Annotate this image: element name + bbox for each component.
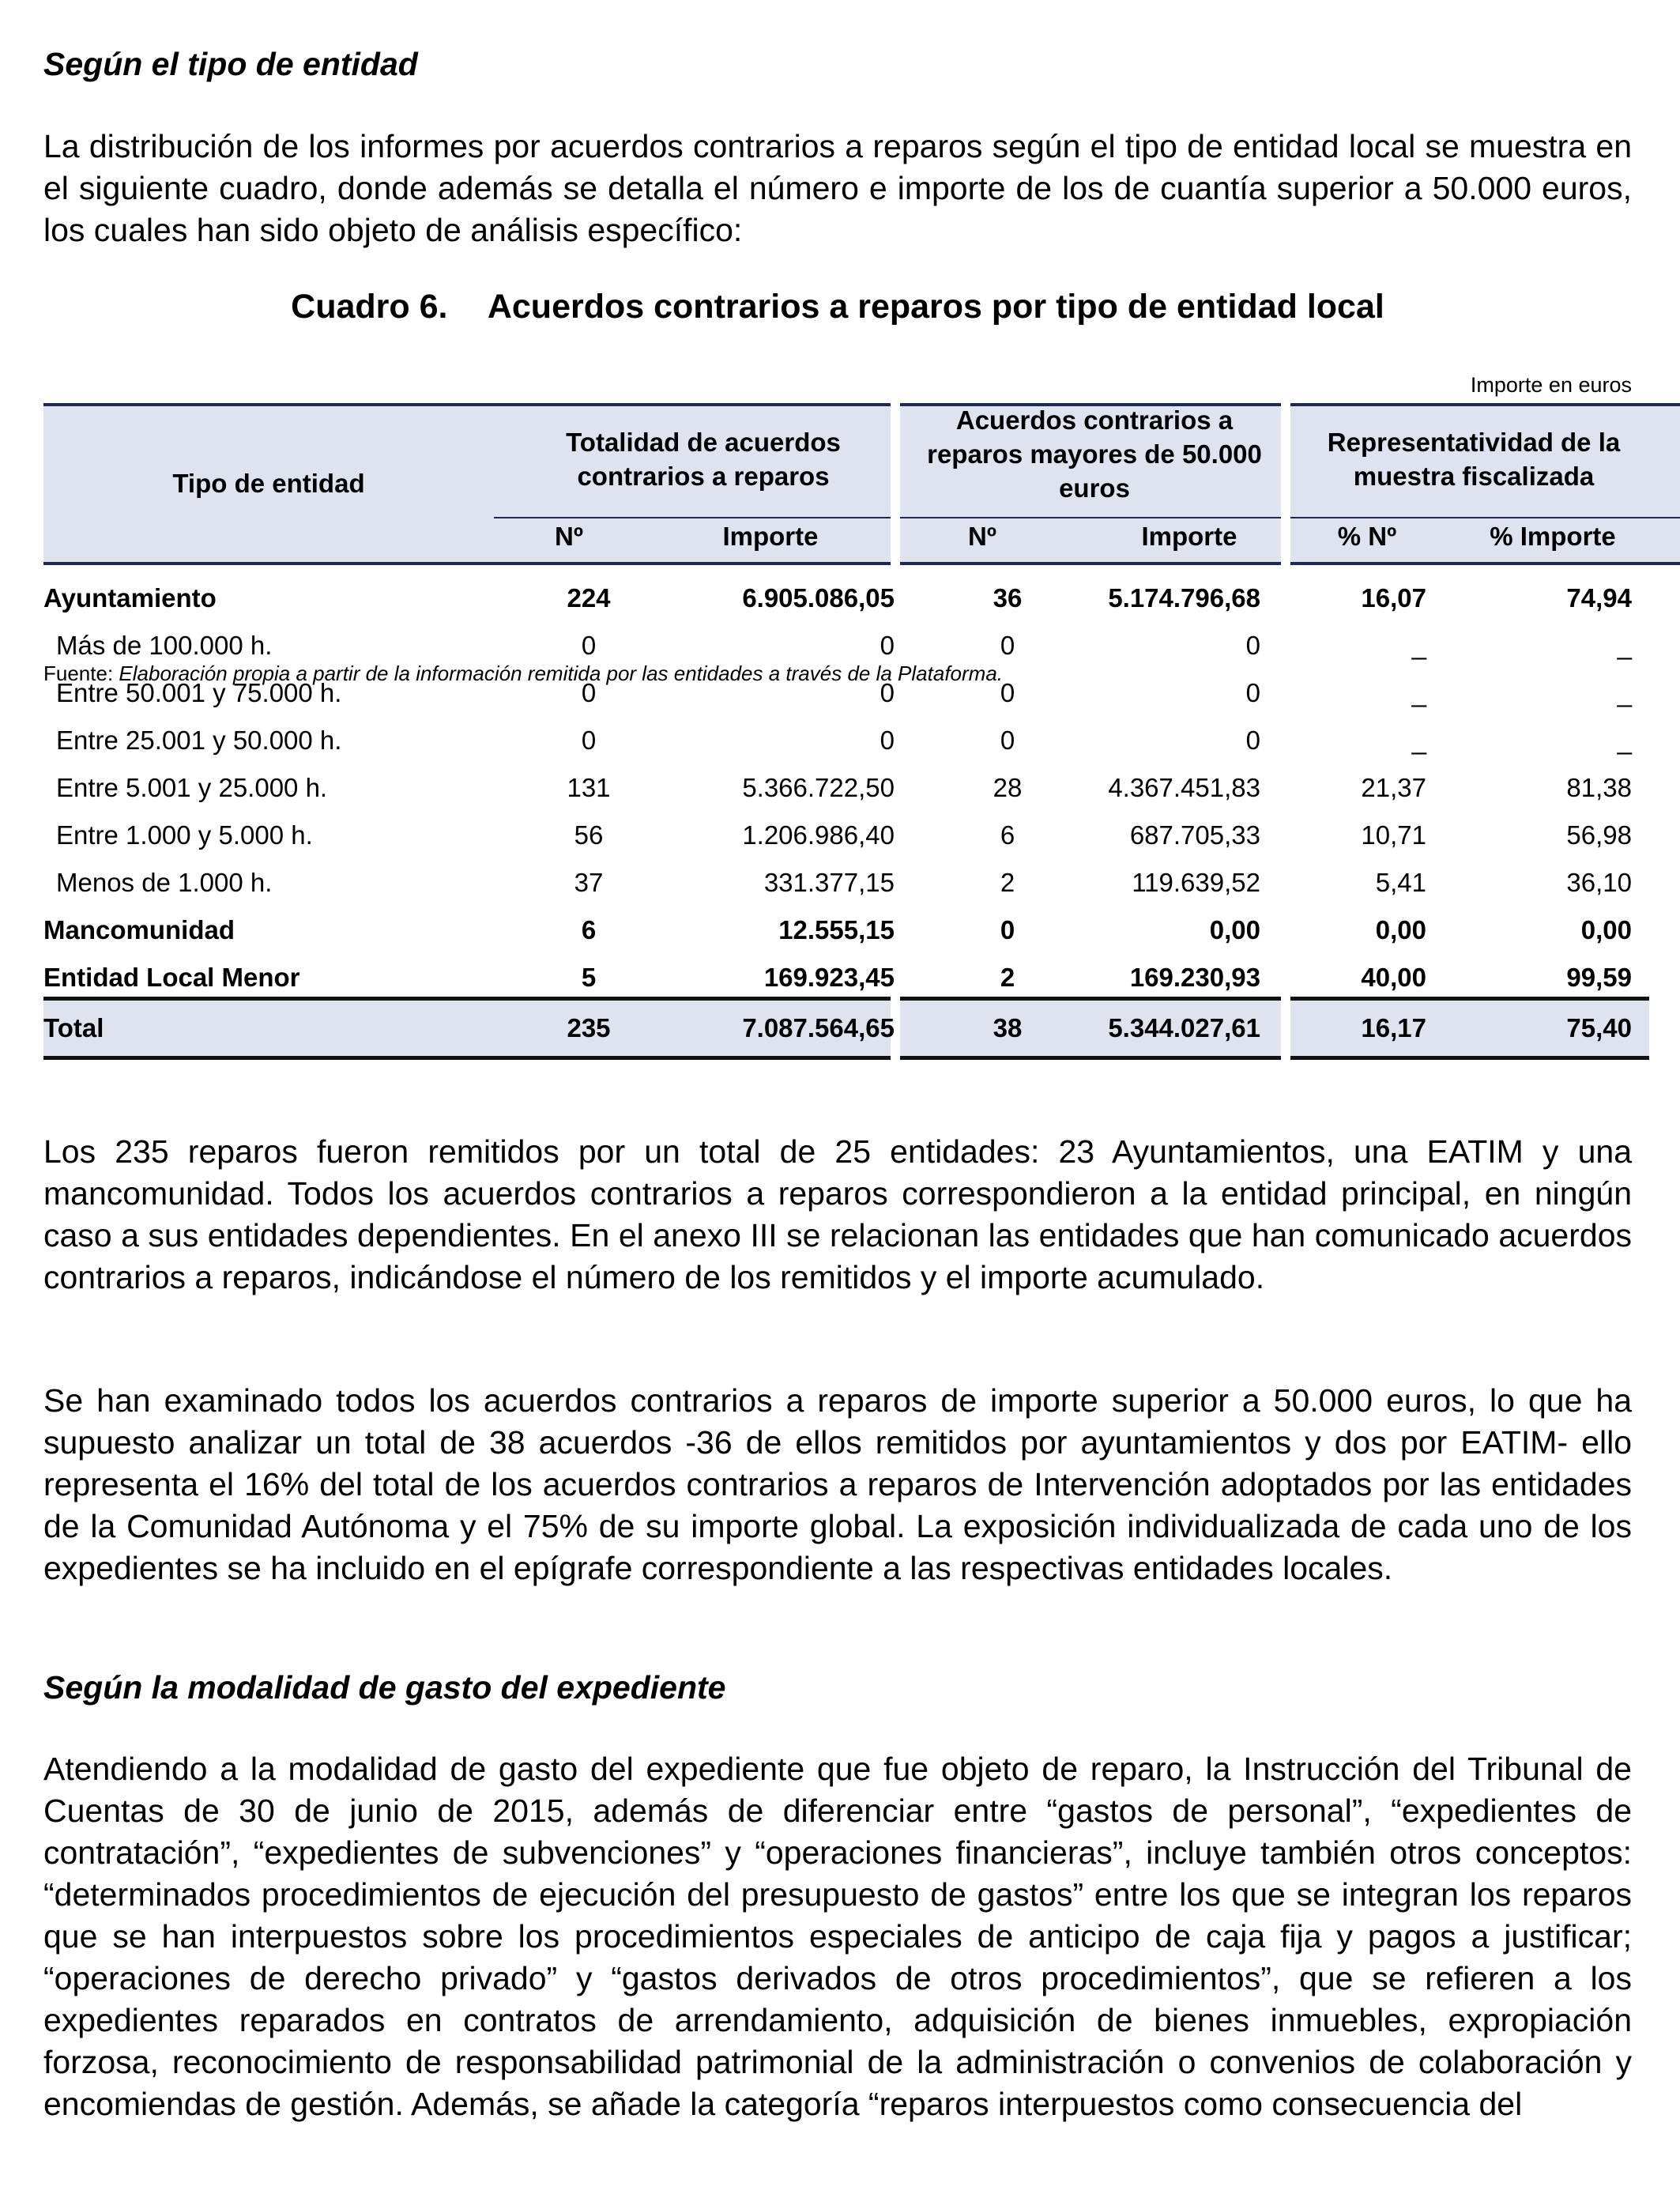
row-n1: 224 (567, 583, 611, 613)
header-pct-num: % Nº (1337, 522, 1397, 551)
header-gap (891, 403, 900, 565)
row-pct-amount: _ (1617, 631, 1632, 660)
row-n2: 36 (993, 583, 1023, 613)
total-pn: 16,17 (1361, 1013, 1426, 1042)
row-amt1: 0 (880, 631, 895, 660)
intro-paragraph: La distribución de los informes por acuerdos contrarios a reparos según el tipo de entidad local se muestra en el siguiente cuadro, donde además se detalla el número e importe de los de cuantía superior a 50.000 euros, los cuales han sido objeto de análisis específico: (43, 128, 1632, 248)
table-caption (43, 288, 1632, 326)
row-n1: 37 (574, 868, 604, 897)
table-row (43, 575, 1649, 622)
table-caption-number: Cuadro 6. (291, 288, 448, 326)
header-group-total: Totalidad de acuerdos contrarios a reparos (566, 428, 841, 491)
row-pct-amount: 74,94 (1566, 583, 1632, 613)
row-n1: 0 (581, 631, 597, 660)
row-amt2: 0 (1245, 631, 1260, 660)
row-n1: 6 (581, 915, 597, 944)
row-label: Entre 50.001 y 75.000 h. (56, 678, 342, 707)
header-group-over-50000: Acuerdos contrarios a reparos mayores de 50.000 euros (927, 405, 1262, 503)
table-row (43, 907, 1649, 954)
paragraph-examined: Se han examinado todos los acuerdos contrarios a reparos de importe superior a 50.000 euros, lo que ha supuesto analizar un total de 38 acuerdos -36 de ellos remitidos por ayuntamientos y dos por EATIM- ello representa el 16% del total de los acuerdos contrarios a reparos de Intervención adoptados por las entidades de la Comunidad Autónoma y el 75% de su importe global. La exposición individualizada de cada uno de los expedientes se ha incluido en el epígrafe correspondiente a las respectivas entidades locales. (43, 1382, 1632, 1586)
row-pct-num: 16,07 (1361, 583, 1426, 613)
header-num-1: Nº (555, 522, 583, 551)
row-n1: 56 (574, 820, 604, 850)
header-pct-amount: % Importe (1490, 522, 1616, 551)
row-amt1: 169.923,45 (763, 963, 895, 992)
row-label: Más de 100.000 h. (56, 631, 273, 660)
row-n2: 2 (1000, 868, 1015, 897)
table-row (43, 859, 1649, 907)
paragraph-entities: Los 235 reparos fueron remitidos por un total de 25 entidades: 23 Ayuntamientos, una EATIM y una mancomunidad. Todos los acuerdos contrarios a reparos correspondieron a la entidad principal, en ningún caso a sus entidades dependientes. En el anexo III se relacionan las entidades que han comunicado acuerdos contrarios a reparos, indicándose el número de los remitidos y el importe acumulado. (43, 1133, 1632, 1295)
total-amt2: 5.344.027,61 (1108, 1013, 1260, 1042)
header-divider (494, 517, 895, 518)
row-label: Menos de 1.000 h. (56, 868, 273, 897)
row-label: Entre 1.000 y 5.000 h. (56, 820, 313, 850)
row-amt2: 687.705,33 (1129, 820, 1260, 850)
row-pct-num: 0,00 (1375, 915, 1426, 944)
row-n1: 5 (581, 963, 597, 992)
section-heading-expense-type: Según la modalidad de gasto del expediente (43, 1669, 726, 1706)
row-n2: 2 (1000, 963, 1015, 992)
header-amount-2: Importe (1141, 522, 1237, 551)
source-text: Elaboración propia a partir de la información remitida por las entidades a través de la Plataforma. (119, 662, 1004, 685)
row-amt2: 0 (1245, 678, 1260, 707)
row-pct-num: _ (1411, 726, 1426, 755)
table-row (43, 812, 1649, 859)
row-amt1: 331.377,15 (763, 868, 895, 897)
row-n1: 131 (567, 773, 611, 802)
row-n1: 0 (581, 678, 597, 707)
header-group-sample: Representatividad de la muestra fiscalizada (1327, 428, 1621, 491)
row-n2: 0 (1000, 678, 1015, 707)
table-source (43, 662, 1003, 686)
section-heading-entity-type: Según el tipo de entidad (43, 46, 418, 82)
row-amt1: 0 (880, 726, 895, 755)
row-n1: 0 (581, 726, 597, 755)
row-label: Entre 25.001 y 50.000 h. (56, 726, 342, 755)
row-amt1: 0 (880, 678, 895, 707)
row-pct-num: 5,41 (1375, 868, 1426, 897)
table-row-total (43, 1005, 1649, 1052)
row-pct-num: 21,37 (1361, 773, 1426, 802)
paragraph-expense-type: Atendiendo a la modalidad de gasto del expediente que fue objeto de reparo, la Instrucción del Tribunal de Cuentas de 30 de junio de 2015, además de diferenciar entre “gastos de personal”, “expedientes de contratación”, “expedientes de subvenciones” y “operaciones financieras”, incluye también otros conceptos: “determinados procedimientos de ejecución del presupuesto de gastos” entre los que se integran los reparos que se han interpuestos sobre los procedimientos especiales de anticipo de caja fija y pagos a justificar; “operaciones de derecho privado” y “gastos derivados de otros procedimientos”, que se refieren a los expedientes reparados en contratos de arrendamiento, adquisición de bienes inmuebles, expropiación forzosa, reconocimiento de responsabilidad patrimonial de la administración o convenios de colaboración y encomiendas de gestión. Además, se añade la categoría “reparos interpuestos como consecuencia del (43, 1751, 1632, 2122)
total-amt1: 7.087.564,65 (742, 1013, 895, 1042)
table-row (43, 717, 1649, 764)
row-label: Ayuntamiento (43, 583, 217, 613)
units-note: Importe en euros (1470, 373, 1632, 397)
row-pct-amount: 0,00 (1580, 915, 1632, 944)
row-label: Mancomunidad (43, 915, 235, 944)
row-amt1: 6.905.086,05 (742, 583, 895, 613)
total-n2: 38 (993, 1013, 1023, 1042)
row-amt2: 4.367.451,83 (1108, 773, 1260, 802)
row-n2: 6 (1000, 820, 1015, 850)
row-amt2: 0 (1245, 726, 1260, 755)
row-amt1: 12.555,15 (778, 915, 895, 944)
row-n2: 0 (1000, 915, 1015, 944)
header-entity-type: Tipo de entidad (172, 469, 365, 498)
row-pct-num: _ (1411, 631, 1426, 660)
total-n1: 235 (567, 1013, 611, 1042)
row-amt2: 0,00 (1209, 915, 1260, 944)
row-pct-num: 10,71 (1361, 820, 1426, 850)
row-pct-num: 40,00 (1361, 963, 1426, 992)
table-caption-title: Acuerdos contrarios a reparos por tipo de entidad local (487, 288, 1384, 326)
row-amt1: 5.366.722,50 (742, 773, 895, 802)
row-pct-amount: 99,59 (1566, 963, 1632, 992)
row-amt2: 5.174.796,68 (1108, 583, 1260, 613)
row-pct-amount: 56,98 (1566, 820, 1632, 850)
header-gap (1281, 403, 1290, 565)
row-amt1: 1.206.986,40 (742, 820, 895, 850)
table-row (43, 954, 1649, 1001)
table-row (43, 764, 1649, 812)
header-amount-1: Importe (722, 522, 819, 551)
header-num-2: Nº (968, 522, 996, 551)
row-n2: 0 (1000, 726, 1015, 755)
row-label: Entre 5.001 y 25.000 h. (56, 773, 328, 802)
row-amt2: 169.230,93 (1129, 963, 1260, 992)
row-amt2: 119.639,52 (1132, 868, 1260, 897)
row-pct-amount: _ (1617, 678, 1632, 707)
row-n2: 28 (993, 773, 1023, 802)
row-pct-amount: _ (1617, 726, 1632, 755)
row-pct-num: _ (1411, 678, 1426, 707)
row-label: Entidad Local Menor (43, 963, 300, 992)
total-pa: 75,40 (1566, 1013, 1632, 1042)
source-label: Fuente: (43, 662, 114, 685)
row-pct-amount: 36,10 (1566, 868, 1632, 897)
row-n2: 0 (1000, 631, 1015, 660)
total-label: Total (43, 1013, 104, 1042)
row-pct-amount: 81,38 (1566, 773, 1632, 802)
